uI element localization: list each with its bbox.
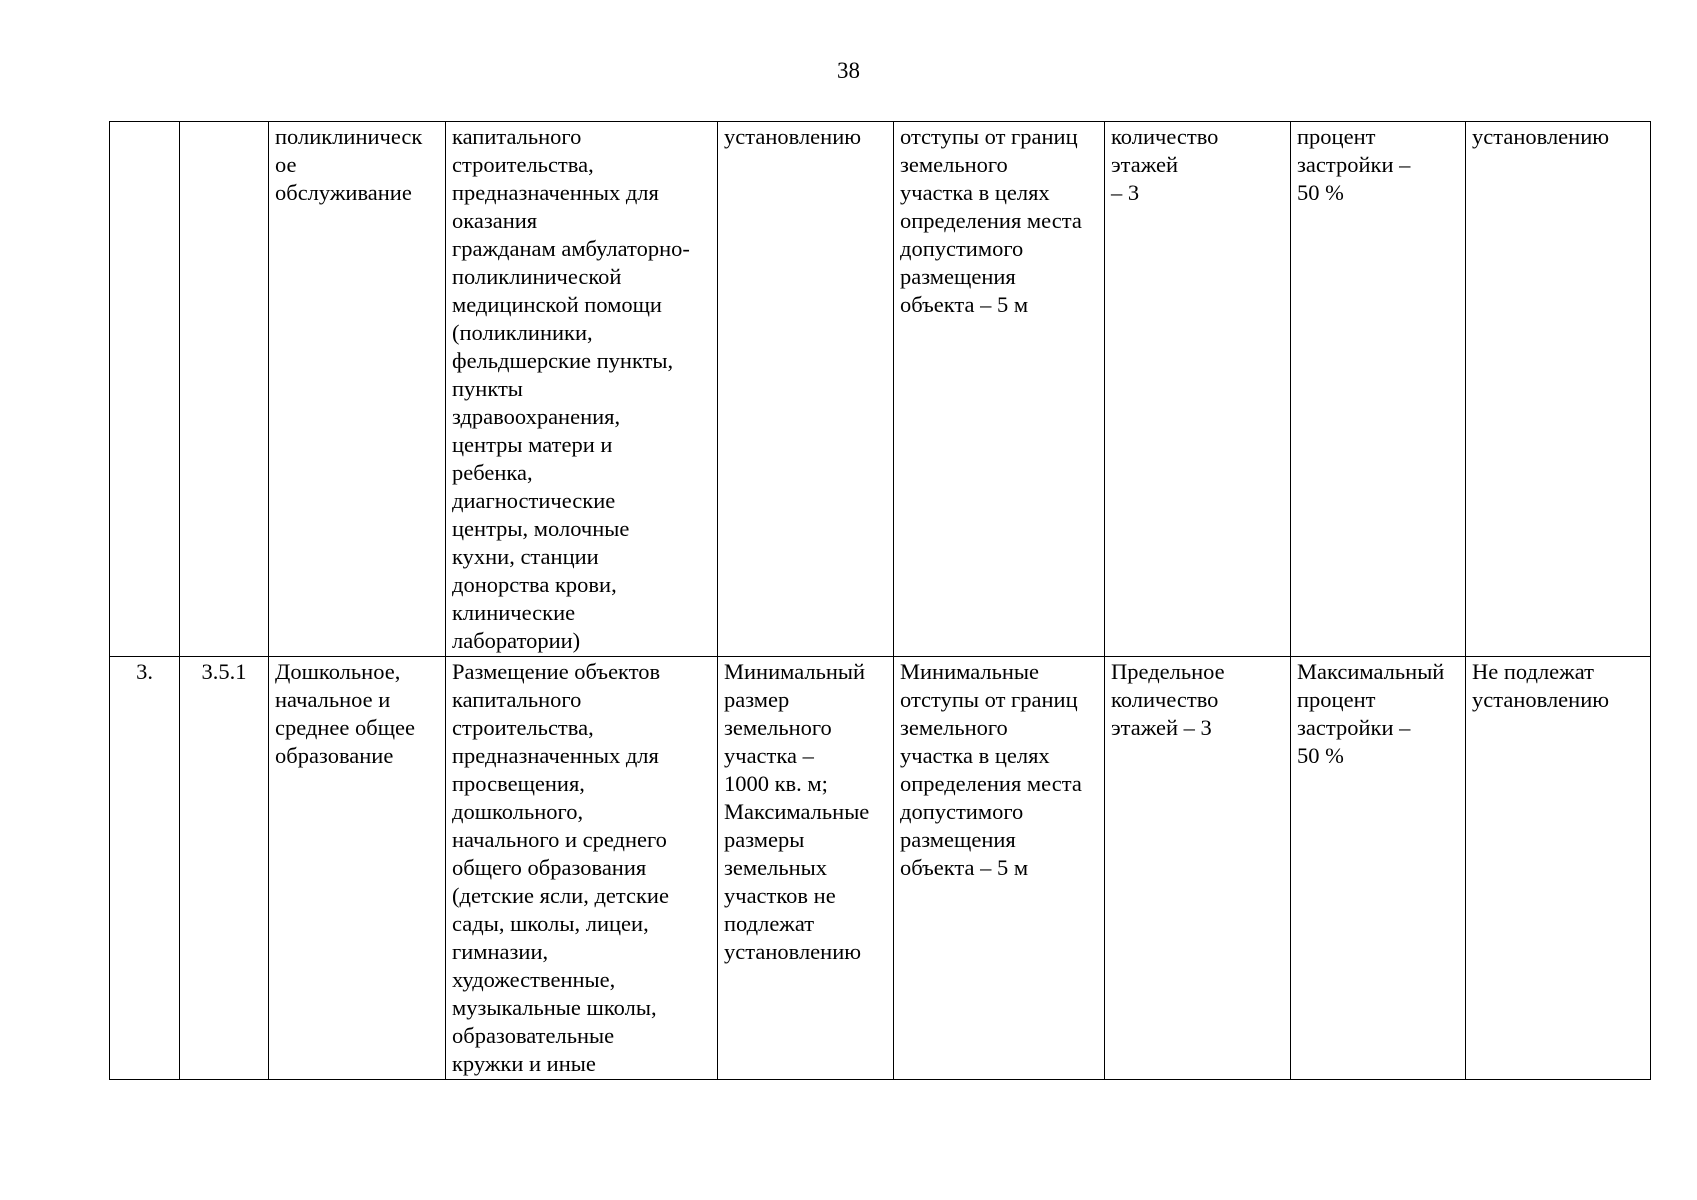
cell-number	[110, 122, 180, 657]
zoning-table	[109, 121, 1651, 1080]
cell-code	[180, 122, 269, 657]
cell-use-description: Размещение объектов капитального строительства, предназначенных для просвещения, дошкольного, начального и среднего общего образования (детские ясли, детские сады, школы, лицеи, гимназии, художественные, музыкальные школы, образовательные кружки и иные	[446, 657, 718, 1080]
cell-floors: Предельное количество этажей – 3	[1105, 657, 1291, 1080]
cell-plot-size: установлению	[718, 122, 894, 657]
cell-floors: количество этажей – 3	[1105, 122, 1291, 657]
cell-plot-size: Минимальный размер земельного участка – 1000 кв. м; Максимальные размеры земельных участков не подлежат установлению	[718, 657, 894, 1080]
cell-use-description: капитального строительства, предназначенных для оказания гражданам амбулаторно- поликлинической медицинской помощи (поликлиники, фельдшерские пункты, пункты здравоохранения, центры матери и ребенка, диагностические центры, молочные кухни, станции донорства крови, клинические лаборатории)	[446, 122, 718, 657]
cell-number: 3.	[110, 657, 180, 1080]
cell-code: 3.5.1	[180, 657, 269, 1080]
table-row	[110, 657, 1651, 1080]
cell-other: установлению	[1466, 122, 1651, 657]
page-number: 38	[837, 58, 860, 83]
cell-setbacks: отступы от границ земельного участка в целях определения места допустимого размещения объекта – 5 м	[894, 122, 1105, 657]
cell-coverage: Максимальный процент застройки – 50 %	[1291, 657, 1466, 1080]
cell-setbacks: Минимальные отступы от границ земельного участка в целях определения места допустимого размещения объекта – 5 м	[894, 657, 1105, 1080]
cell-use-name: Дошкольное, начальное и среднее общее образование	[269, 657, 446, 1080]
cell-use-name: поликлиническ ое обслуживание	[269, 122, 446, 657]
cell-coverage: процент застройки – 50 %	[1291, 122, 1466, 657]
table-row	[110, 122, 1651, 657]
cell-other: Не подлежат установлению	[1466, 657, 1651, 1080]
